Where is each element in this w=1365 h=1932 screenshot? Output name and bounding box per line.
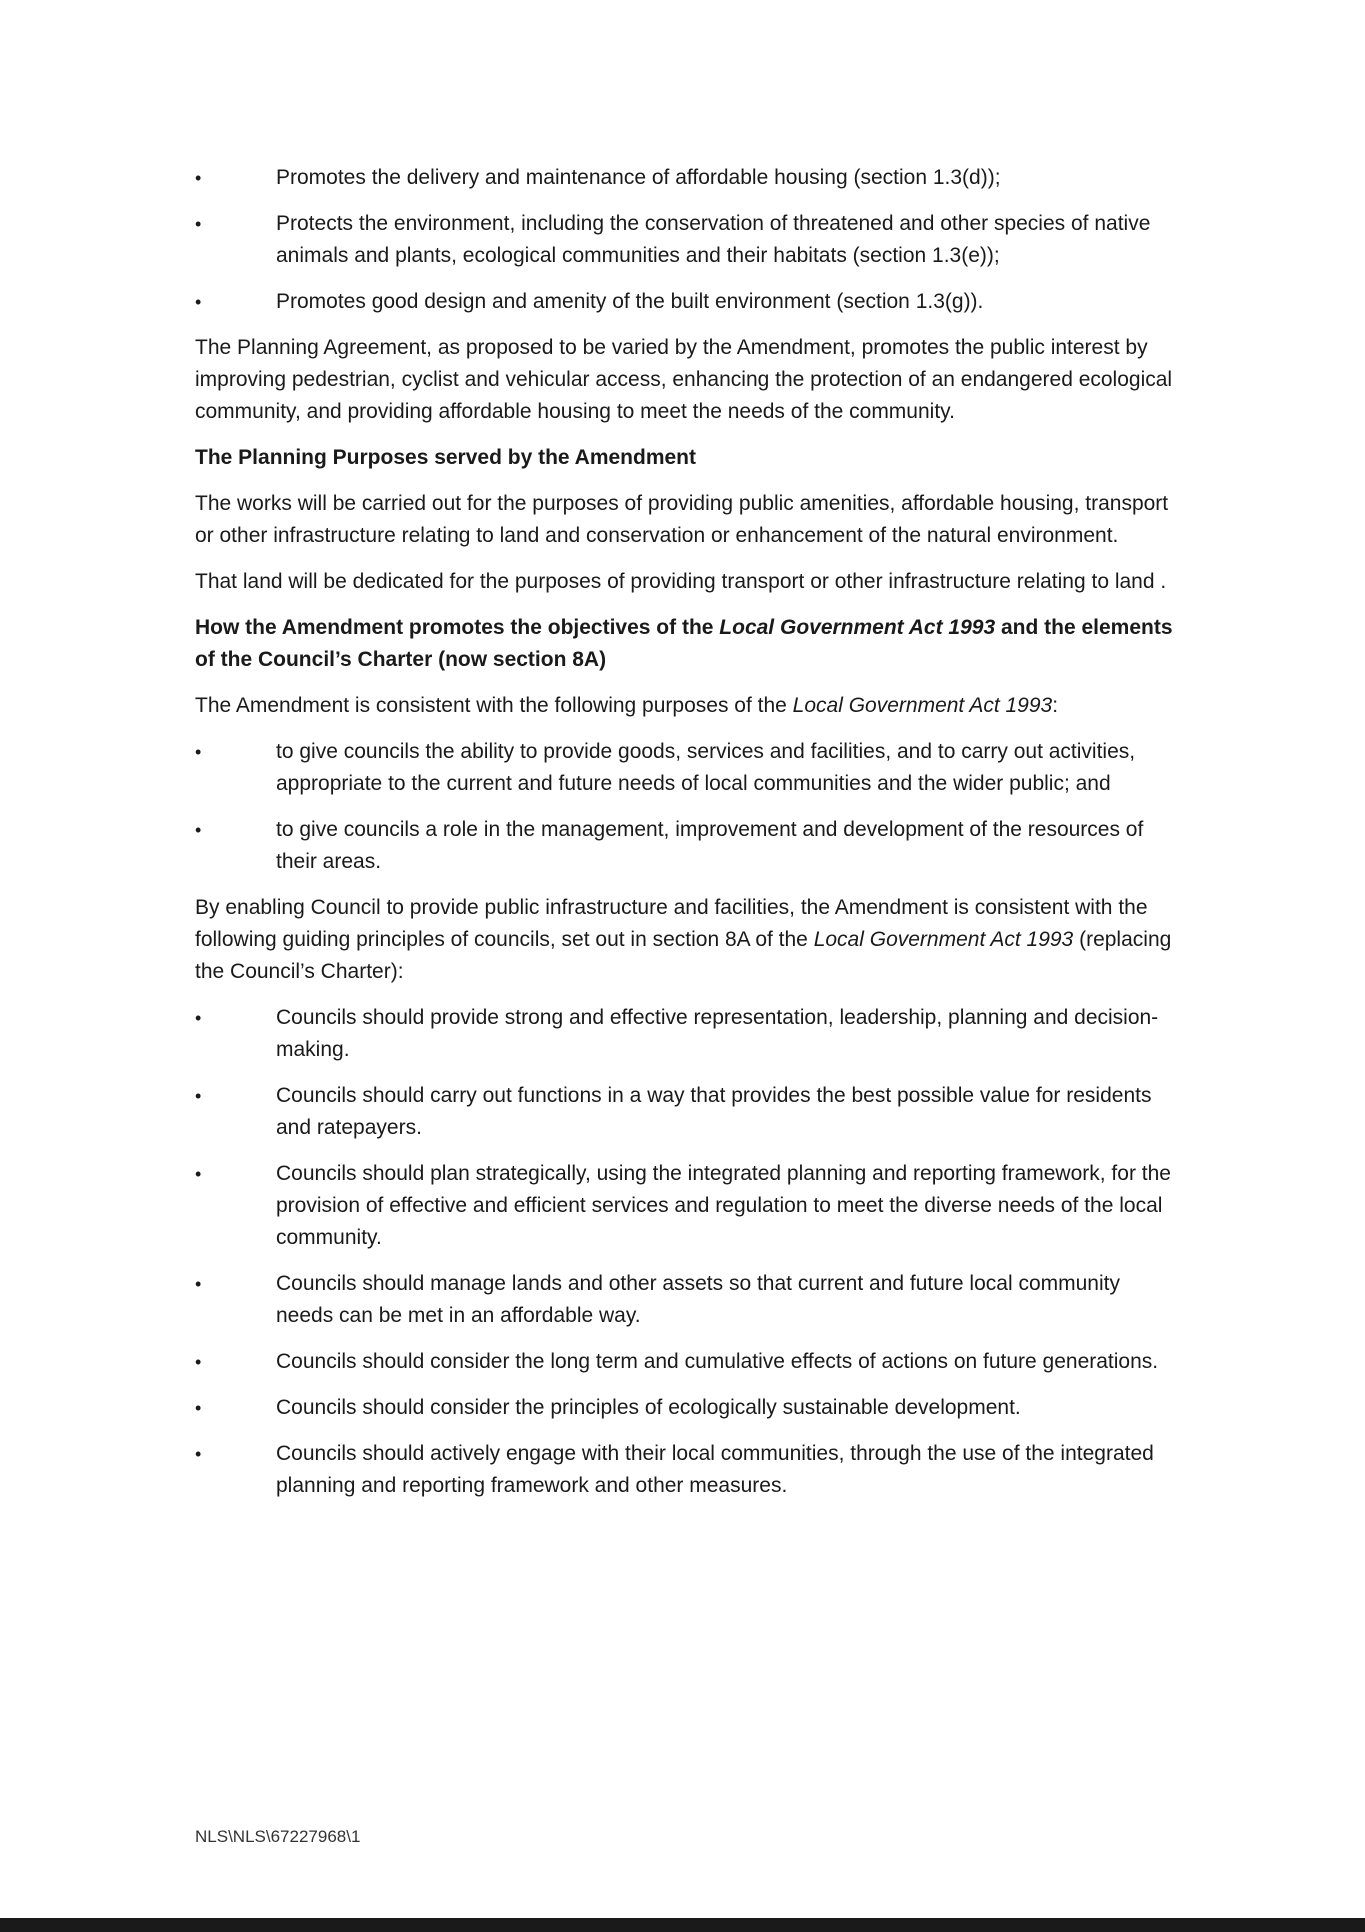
- bullet-icon: •: [195, 1398, 202, 1418]
- bullet-list-guiding-principles: [195, 1002, 1180, 1502]
- bullet-icon: •: [195, 214, 202, 234]
- bullet-icon: •: [195, 742, 202, 762]
- paragraph-lga-purposes: The Amendment is consistent with the following purposes of the Local Government Act 1993:: [195, 694, 1059, 717]
- list-item: • Councils should carry out functions in a way that provides the best possible value for residents and ratepayers.: [195, 1080, 1180, 1144]
- bullet-icon: •: [195, 1274, 202, 1294]
- heading-lga-objectives: How the Amendment promotes the objectives of the Local Government Act 1993 and the elements of the Council’s Charter (now section 8A): [195, 616, 1173, 671]
- list-item: • Councils should manage lands and other assets so that current and future local community needs can be met in an affordable way.: [195, 1268, 1180, 1332]
- list-item: • Promotes the delivery and maintenance of affordable housing (section 1.3(d));: [195, 162, 1180, 194]
- bullet-icon: •: [195, 1164, 202, 1184]
- list-item: • Councils should plan strategically, using the integrated planning and reporting framework, for the provision of effective and efficient services and regulation to meet the diverse needs of the local community.: [195, 1158, 1180, 1254]
- paragraph-land-dedication: That land will be dedicated for the purposes of providing transport or other infrastructure relating to land .: [195, 570, 1167, 593]
- list-item: • Councils should consider the principles of ecologically sustainable development.: [195, 1392, 1180, 1424]
- bullet-list-planning-objectives: [195, 162, 1180, 318]
- page-bottom-edge: [0, 1918, 1365, 1932]
- list-item: • to give councils the ability to provide goods, services and facilities, and to carry out activities, appropriate to the current and future needs of local communities and the wider public; and: [195, 736, 1180, 800]
- list-item: • Protects the environment, including the conservation of threatened and other species of native animals and plants, ecological communities and their habitats (section 1.3(e));: [195, 208, 1180, 272]
- bullet-icon: •: [195, 1352, 202, 1372]
- paragraph-works: The works will be carried out for the purposes of providing public amenities, affordable housing, transport or other infrastructure relating to land and conservation or enhancement of the natural environment.: [195, 492, 1169, 547]
- list-item: • Promotes good design and amenity of the built environment (section 1.3(g)).: [195, 286, 1180, 318]
- document-page: [195, 162, 1180, 1516]
- bullet-list-lga-purposes: [195, 736, 1180, 878]
- list-item: • Councils should consider the long term and cumulative effects of actions on future generations.: [195, 1346, 1180, 1378]
- bullet-icon: •: [195, 1008, 202, 1028]
- document-reference-footer: NLS\NLS\67227968\1: [195, 1827, 361, 1846]
- paragraph-public-interest: The Planning Agreement, as proposed to be varied by the Amendment, promotes the public interest by improving pedestrian, cyclist and vehicular access, enhancing the protection of an endangered ecological community, and providing affordable housing to meet the needs of the community.: [195, 336, 1173, 423]
- bullet-icon: •: [195, 1444, 202, 1464]
- paragraph-guiding-principles: By enabling Council to provide public infrastructure and facilities, the Amendment is consistent with the following guiding principles of councils, set out in section 8A of the Local Government Act 1993 (replacing the Council’s Charter):: [195, 896, 1172, 983]
- bullet-icon: •: [195, 1086, 202, 1106]
- bullet-icon: •: [195, 168, 202, 188]
- list-item: • Councils should provide strong and effective representation, leadership, planning and decision-making.: [195, 1002, 1180, 1066]
- list-item: • to give councils a role in the management, improvement and development of the resources of their areas.: [195, 814, 1180, 878]
- bullet-icon: •: [195, 292, 202, 312]
- heading-planning-purposes: The Planning Purposes served by the Amendment: [195, 446, 696, 469]
- bullet-icon: •: [195, 820, 202, 840]
- list-item: • Councils should actively engage with their local communities, through the use of the integrated planning and reporting framework and other measures.: [195, 1438, 1180, 1502]
